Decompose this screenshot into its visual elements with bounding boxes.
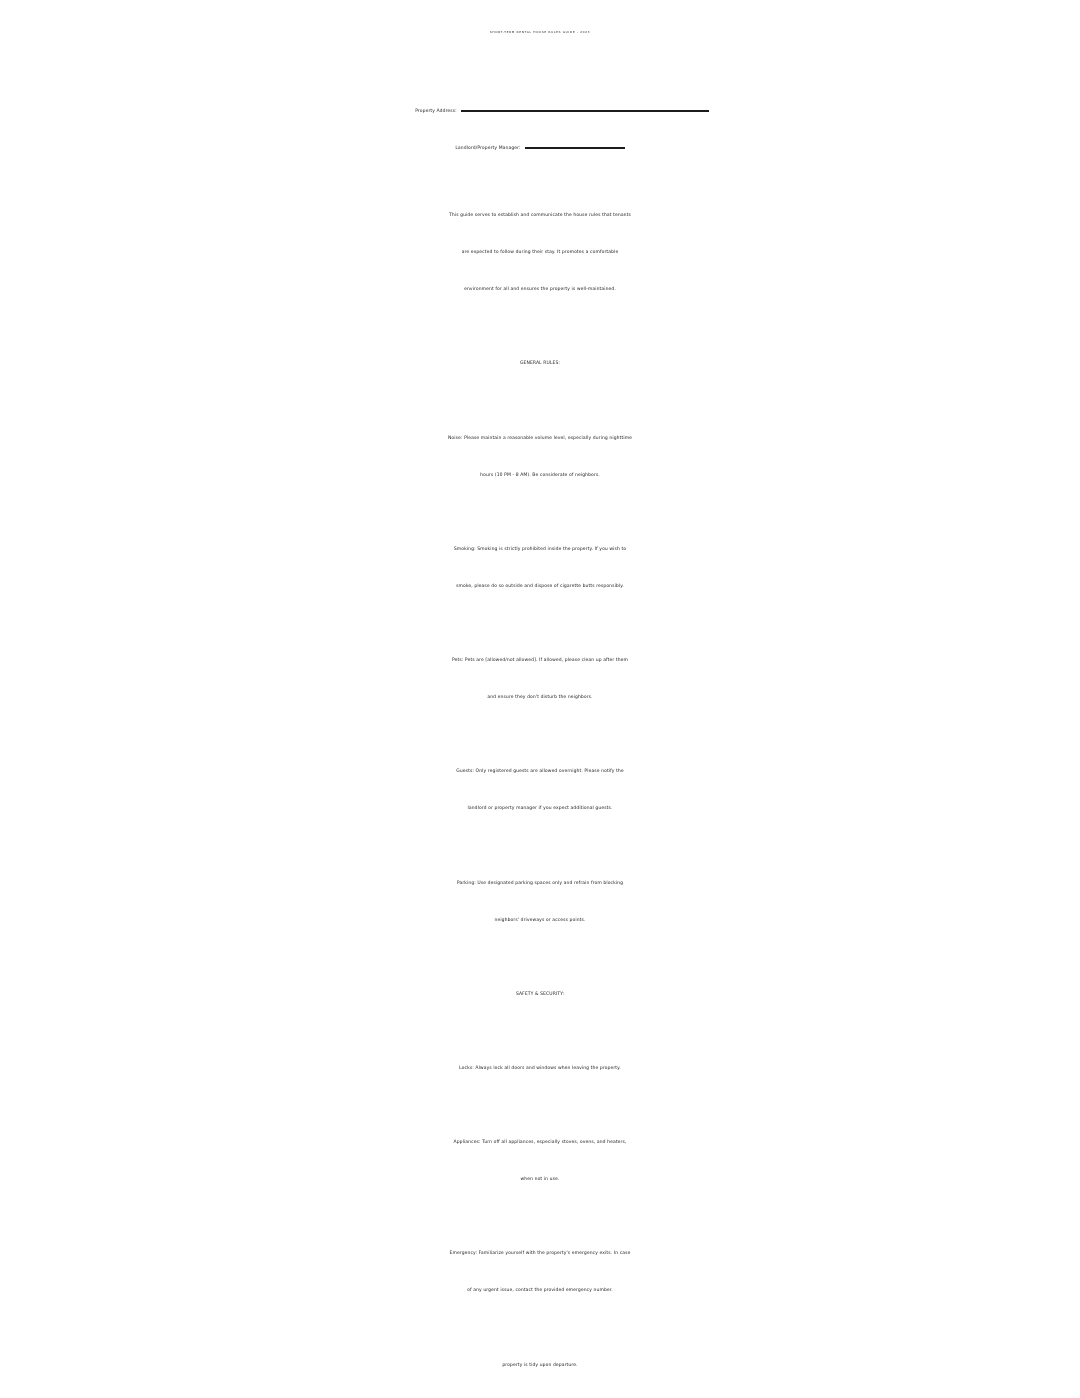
document-title: SHORT-TERM RENTAL HOUSE RULES GUIDE - 2023 xyxy=(489,30,591,34)
emergency-rule-line: of any urgent issue, contact the provided emergency number. xyxy=(467,1288,613,1293)
pets-rule-line: and ensure they don't disturb the neighbors. xyxy=(487,695,593,700)
noise-rule-line: hours (10 PM - 8 AM). Be considerate of neighbors. xyxy=(480,473,600,478)
footer-text-fragment: property is tidy upon departure. xyxy=(502,1363,578,1368)
property-address-label: Property Address: xyxy=(415,109,457,114)
safety-security-heading: SAFETY & SECURITY: xyxy=(515,992,565,997)
parking-rule-line: neighbors' driveways or access points. xyxy=(494,918,586,923)
general-rules-heading: GENERAL RULES: xyxy=(519,361,561,366)
appliances-rule-line: Appliances: Turn off all appliances, especially stoves, ovens, and heaters, xyxy=(453,1140,627,1145)
emergency-rule-line: Emergency: Familiarize yourself with the property's emergency exits. In case xyxy=(449,1251,631,1256)
appliances-rule-line: when not in use. xyxy=(520,1177,560,1182)
property-address-field xyxy=(0,90,1080,127)
intro-line: This guide serves to establish and communicate the house rules that tenants xyxy=(449,213,631,218)
intro-line: are expected to follow during their stay. It promotes a comfortable xyxy=(461,250,619,255)
property-address-blank xyxy=(461,90,709,112)
locks-rule-line: Locks: Always lock all doors and windows when leaving the property. xyxy=(459,1066,621,1071)
property-manager-field xyxy=(0,127,1080,164)
smoking-rule-line: Smoking: Smoking is strictly prohibited inside the property. If you wish to xyxy=(453,547,627,552)
intro-line: environment for all and ensures the property is well-maintained. xyxy=(464,287,616,292)
guests-rule-line: landlord or property manager if you expect additional guests. xyxy=(467,806,613,811)
pets-rule-line: Pets: Pets are [allowed/not allowed]. If allowed, please clean up after them xyxy=(451,658,629,663)
smoking-rule-line: smoke, please do so outside and dispose of cigarette butts responsibly. xyxy=(456,584,624,589)
property-manager-blank xyxy=(525,127,625,149)
noise-rule-line: Noise: Please maintain a reasonable volume level, especially during nighttime xyxy=(447,436,633,441)
parking-rule-line: Parking: Use designated parking spaces only and refrain from blocking xyxy=(456,881,624,886)
property-manager-label: Landlord/Property Manager: xyxy=(455,146,521,151)
guests-rule-line: Guests: Only registered guests are allowed overnight. Please notify the xyxy=(456,769,624,774)
